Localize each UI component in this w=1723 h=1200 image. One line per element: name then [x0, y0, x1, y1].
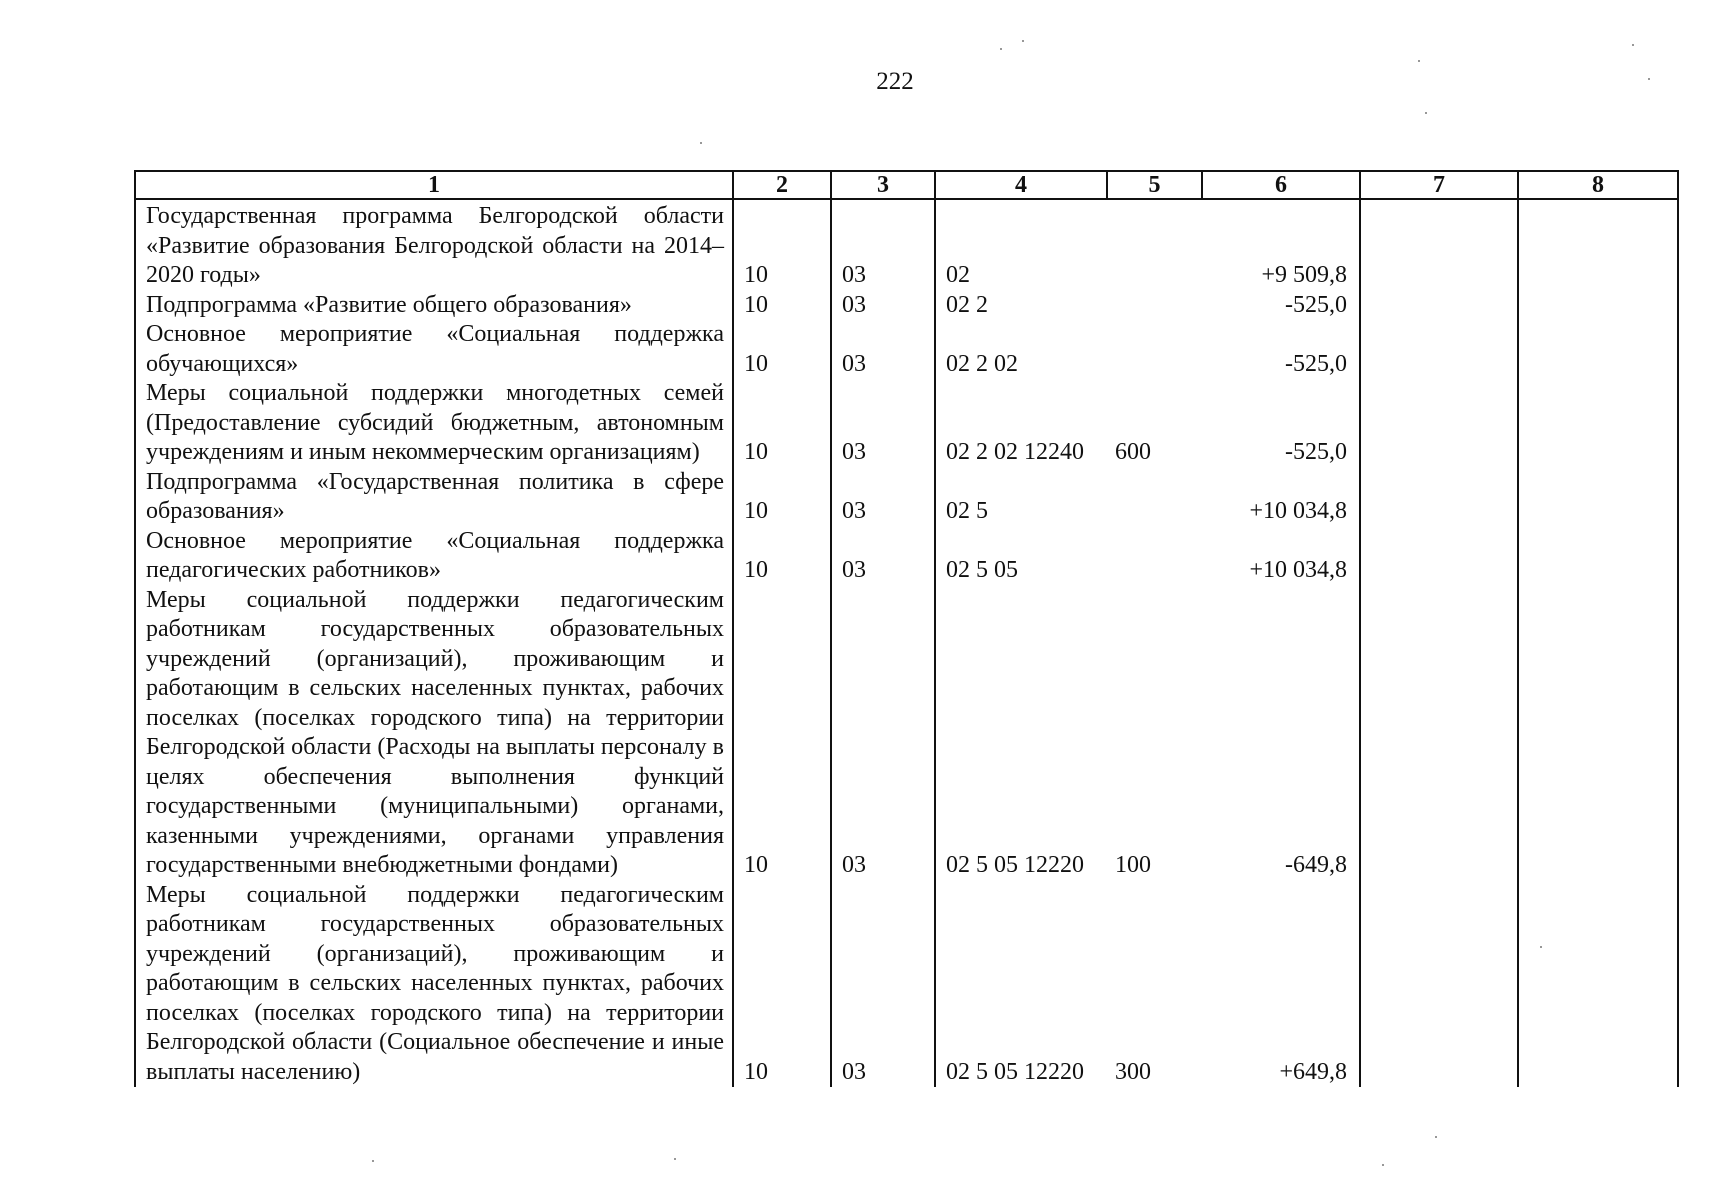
header-col-3: 3: [831, 171, 935, 199]
table-row: [135, 199, 1678, 291]
row-target-article: 02 5: [935, 468, 1107, 527]
row-subsection: 03: [831, 881, 935, 1088]
scan-speck: [1648, 78, 1650, 80]
scan-speck: [1382, 1164, 1384, 1166]
header-col-6: 6: [1202, 171, 1360, 199]
row-col7: [1360, 379, 1518, 468]
header-col-8: 8: [1518, 171, 1678, 199]
row-name: Основное мероприятие «Социальная поддержка педагогических работников»: [135, 527, 733, 586]
row-name: Меры социальной поддержки многодетных семей (Предоставление субсидий бюджетным, автономным учреждениям и иным некоммерческим организациям): [135, 379, 733, 468]
row-col7: [1360, 291, 1518, 321]
table-row: [135, 379, 1678, 468]
table-row: [135, 320, 1678, 379]
row-expense-type: [1107, 291, 1202, 321]
row-expense-type: 300: [1115, 1058, 1151, 1085]
row-name: Меры социальной поддержки педагогическим работникам государственных образовательных учреждений (организаций), проживающим и работающим в сельских населенных пунктах, рабочих поселках (поселках городского типа) на территории Белгородской области (Социальное обеспечение и иные выплаты населению): [135, 881, 733, 1088]
row-amount: -525,0: [1202, 291, 1360, 321]
header-col-4: 4: [935, 171, 1107, 199]
row-amount: -525,0: [1202, 379, 1360, 468]
table-row: [135, 527, 1678, 586]
scan-speck: [1632, 44, 1634, 46]
row-subsection: 03: [831, 586, 935, 881]
header-col-2: 2: [733, 171, 831, 199]
row-col8: [1518, 527, 1678, 586]
row-target-article: 02 5 05 12220: [935, 881, 1107, 1088]
table-row: [135, 468, 1678, 527]
scan-speck: [1000, 48, 1002, 50]
scan-speck: [674, 1158, 676, 1160]
row-col8: [1518, 586, 1678, 881]
row-col7: [1360, 199, 1518, 291]
row-amount: +10 034,8: [1202, 468, 1360, 527]
scan-speck: [372, 1160, 374, 1162]
row-target-article: 02 2: [935, 291, 1107, 321]
row-name: Подпрограмма «Государственная политика в сфере образования»: [135, 468, 733, 527]
row-amount: -649,8: [1202, 586, 1360, 881]
row-col8: [1518, 468, 1678, 527]
row-name: Государственная программа Белгородской области «Развитие образования Белгородской области на 2014–2020 годы»: [135, 199, 733, 291]
row-section: 10: [733, 320, 831, 379]
row-amount: +9 509,8: [1202, 199, 1360, 291]
table-row: [135, 586, 1678, 881]
row-col8: [1518, 881, 1678, 1088]
row-col7: [1360, 527, 1518, 586]
row-col8: [1518, 379, 1678, 468]
scan-speck: [1540, 946, 1542, 948]
scan-speck: [1435, 1136, 1437, 1138]
row-expense-type: [1107, 320, 1202, 379]
row-name: Подпрограмма «Развитие общего образования»: [135, 291, 733, 321]
row-section: 10: [733, 291, 831, 321]
row-target-article: 02 5 05: [935, 527, 1107, 586]
row-name: Меры социальной поддержки педагогическим работникам государственных образовательных учреждений (организаций), проживающим и работающим в сельских населенных пунктах, рабочих поселках (поселках городского типа) на территории Белгородской области (Расходы на выплаты персоналу в целях обеспечения выполнения функций государственными (муниципальными) органами, казенными учреждениями, органами управления государственными внебюджетными фондами): [135, 586, 733, 881]
row-col8: [1518, 291, 1678, 321]
table-row: [135, 291, 1678, 321]
row-col7: [1360, 320, 1518, 379]
row-section: 10: [733, 881, 831, 1088]
row-subsection: 03: [831, 199, 935, 291]
row-section: 10: [733, 527, 831, 586]
row-subsection: 03: [831, 468, 935, 527]
row-col7: [1360, 586, 1518, 881]
row-col8: [1518, 199, 1678, 291]
budget-table: [134, 170, 1679, 1087]
row-expense-type: [1107, 468, 1202, 527]
scan-speck: [700, 142, 702, 144]
page-number: 222: [876, 68, 914, 95]
header-col-7: 7: [1360, 171, 1518, 199]
row-target-article: 02 2 02 12240: [935, 379, 1107, 468]
scan-speck: [1425, 112, 1427, 114]
row-expense-type: [1107, 527, 1202, 586]
header-col-5: 5: [1107, 171, 1202, 199]
row-subsection: 03: [831, 320, 935, 379]
row-expense-type: 600: [1115, 439, 1151, 465]
scan-speck: [1418, 60, 1420, 62]
row-target-article: 02 5 05 12220: [935, 586, 1107, 881]
column-number-header: [135, 171, 1678, 199]
row-expense-type: [1107, 199, 1202, 291]
row-col7: [1360, 881, 1518, 1088]
row-section: 10: [733, 586, 831, 881]
row-subsection: 03: [831, 527, 935, 586]
row-target-article: 02 2 02: [935, 320, 1107, 379]
row-section: 10: [733, 468, 831, 527]
row-section: 10: [733, 199, 831, 291]
row-section: 10: [733, 379, 831, 468]
row-col8: [1518, 320, 1678, 379]
row-amount: +10 034,8: [1202, 527, 1360, 586]
row-target-article: 02: [935, 199, 1107, 291]
row-subsection: 03: [831, 379, 935, 468]
row-name: Основное мероприятие «Социальная поддержка обучающихся»: [135, 320, 733, 379]
row-amount: +649,8: [1202, 881, 1360, 1088]
row-subsection: 03: [831, 291, 935, 321]
row-col7: [1360, 468, 1518, 527]
scan-speck: [1022, 40, 1024, 42]
header-col-1: 1: [135, 171, 733, 199]
row-amount: -525,0: [1202, 320, 1360, 379]
table-row: [135, 881, 1678, 1088]
row-expense-type: 100: [1115, 852, 1151, 878]
